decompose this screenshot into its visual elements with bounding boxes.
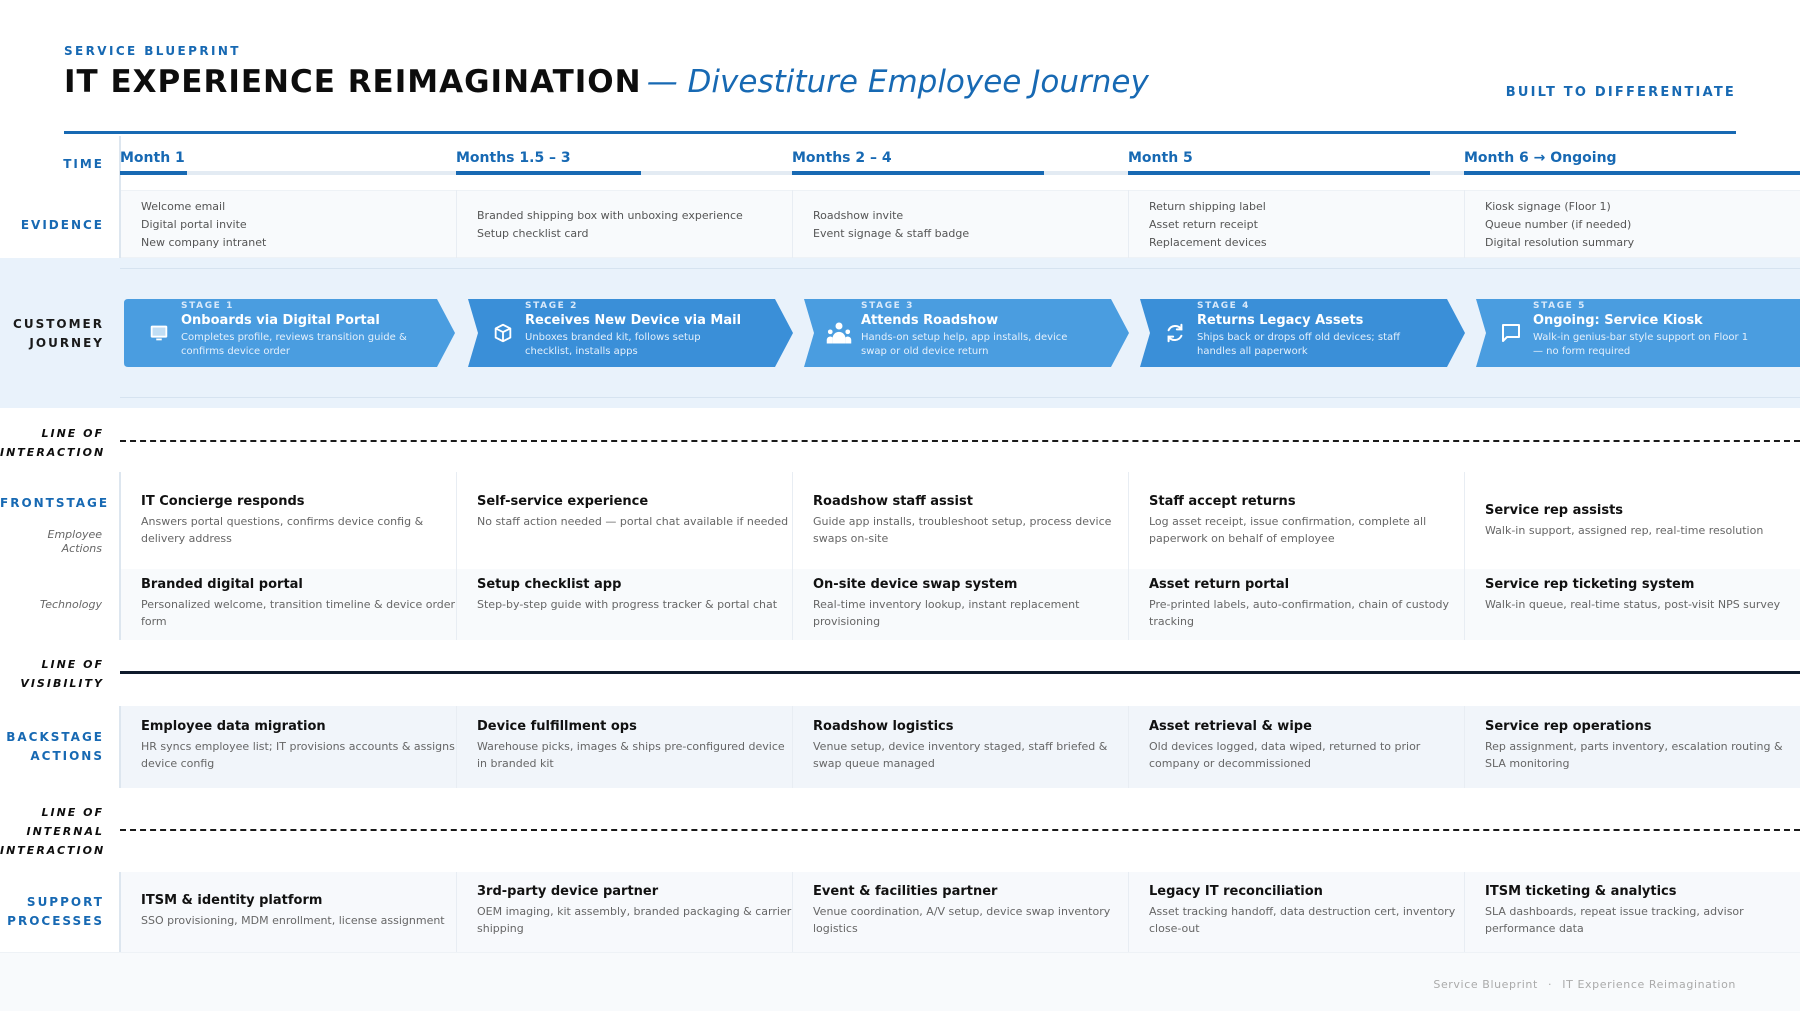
line-of-interaction xyxy=(120,440,1800,442)
evidence-cell xyxy=(1485,198,1800,252)
stage-description: Walk-in genius-bar style support on Floor 1 — no form required xyxy=(1533,332,1749,357)
evidence-item: Queue number (if needed) xyxy=(1485,218,1632,231)
stage-description: Unboxes branded kit, follows setup checklist, installs apps xyxy=(525,332,701,357)
support-cell-desc: Venue coordination, A/V setup, device swap inventory logistics xyxy=(813,905,1111,935)
frontstage-cell xyxy=(1149,494,1465,547)
frontstage-cell xyxy=(813,494,1129,547)
support-cell-title: ITSM & identity platform xyxy=(141,893,323,908)
lane-label-line-of-visibility xyxy=(0,655,104,693)
stage-card-4 xyxy=(1140,299,1465,367)
evidence-cell xyxy=(813,207,1129,243)
header-rule xyxy=(64,131,1736,134)
technology-cell xyxy=(813,577,1129,630)
stage-text xyxy=(861,301,1083,359)
technology-cell-title: On-site device swap system xyxy=(813,577,1018,592)
evidence-item: Kiosk signage (Floor 1) xyxy=(1485,200,1611,213)
support-cell-desc: Asset tracking handoff, data destruction cert, inventory close-out xyxy=(1149,905,1456,935)
time-progress-fill xyxy=(1464,171,1800,175)
support-cell xyxy=(1485,884,1800,937)
chat-icon xyxy=(1496,318,1526,348)
stage-title: Attends Roadshow xyxy=(861,313,999,328)
sub-label-technology: Technology xyxy=(39,598,102,611)
support-cell-title: Event & facilities partner xyxy=(813,884,998,899)
evidence-cell xyxy=(141,198,457,252)
technology-cell-desc: Step-by-step guide with progress tracker & portal chat xyxy=(477,598,778,611)
lane-label-line-of-internal-interaction xyxy=(0,803,104,860)
stage-card-1 xyxy=(124,299,455,367)
lane-label-frontstage: FRONTSTAGE xyxy=(0,496,110,510)
lane-guide xyxy=(119,472,121,640)
support-cell-title: Legacy IT reconciliation xyxy=(1149,884,1323,899)
time-column xyxy=(120,150,456,180)
loi-line2: INTERACTION xyxy=(0,446,106,459)
evidence-item: Event signage & staff badge xyxy=(813,227,970,240)
support-cell xyxy=(141,893,457,929)
technology-cell-title: Service rep ticketing system xyxy=(1485,577,1695,592)
stage-card-5 xyxy=(1476,299,1800,367)
time-progress-track xyxy=(1464,171,1800,175)
time-label: Month 6 → Ongoing xyxy=(1464,150,1617,166)
technology-cell-desc: Personalized welcome, transition timeline & device order form xyxy=(141,598,456,628)
backstage-cell-desc: HR syncs employee list; IT provisions accounts & assigns device config xyxy=(141,740,455,770)
evidence-item: Welcome email xyxy=(141,200,226,213)
evidence-item: Digital portal invite xyxy=(141,218,247,231)
stage-number: STAGE 3 xyxy=(861,301,915,311)
frontstage-cell xyxy=(1485,503,1800,539)
time-label: Months 1.5 – 3 xyxy=(456,150,571,166)
blueprint-header xyxy=(64,44,1736,100)
backstage-cell-desc: Warehouse picks, images & ships pre-configured device in branded kit xyxy=(477,740,785,770)
support-cell-desc: SSO provisioning, MDM enrollment, license assignment xyxy=(141,914,445,927)
backstage-cell-title: Device fulfillment ops xyxy=(477,719,637,734)
loii-line1: LINE OF xyxy=(41,806,104,819)
time-progress-fill xyxy=(120,171,187,175)
lane-label-journey xyxy=(0,315,104,353)
evidence-cell xyxy=(1149,198,1465,252)
lane-label-time: TIME xyxy=(63,157,104,171)
frontstage-cell-desc: Walk-in support, assigned rep, real-time resolution xyxy=(1485,524,1764,537)
tagline: BUILT TO DIFFERENTIATE xyxy=(1505,85,1736,100)
support-line2: PROCESSES xyxy=(7,914,104,928)
stage-title: Ongoing: Service Kiosk xyxy=(1533,313,1703,328)
technology-cell-title: Asset return portal xyxy=(1149,577,1290,592)
technology-cell-title: Setup checklist app xyxy=(477,577,622,592)
backstage-cell-desc: Old devices logged, data wiped, returned to prior company or decommissioned xyxy=(1149,740,1421,770)
time-progress-track xyxy=(1128,171,1464,175)
frontstage-cell-desc: Guide app installs, troubleshoot setup, process device swaps on-site xyxy=(813,515,1112,545)
support-cell-title: 3rd-party device partner xyxy=(477,884,659,899)
stage-text xyxy=(1197,301,1419,359)
loii-line3: INTERACTION xyxy=(0,844,106,857)
lane-guide xyxy=(119,872,121,952)
frontstage-cell-desc: No staff action needed — portal chat available if needed xyxy=(477,515,789,528)
employee-actions-line2: Actions xyxy=(61,542,102,555)
time-progress-track xyxy=(456,171,792,175)
support-cell-desc: OEM imaging, kit assembly, branded packaging & carrier shipping xyxy=(477,905,792,935)
stage-description: Hands-on setup help, app installs, device swap or old device return xyxy=(861,332,1068,357)
stage-description: Completes profile, reviews transition guide & confirms device order xyxy=(181,332,407,357)
backstage-cell xyxy=(1485,719,1800,772)
technology-cell-desc: Walk-in queue, real-time status, post-visit NPS survey xyxy=(1485,598,1781,611)
support-cell-title: ITSM ticketing & analytics xyxy=(1485,884,1677,899)
support-cell xyxy=(813,884,1129,937)
backstage-cell xyxy=(1149,719,1465,772)
time-column xyxy=(1464,150,1800,180)
backstage-cell xyxy=(141,719,457,772)
lane-label-evidence: EVIDENCE xyxy=(20,218,104,232)
technology-cell xyxy=(1149,577,1465,630)
lane-label-journey-line2: JOURNEY xyxy=(29,336,104,350)
technology-cell-desc: Real-time inventory lookup, instant replacement provisioning xyxy=(813,598,1080,628)
title-main: IT EXPERIENCE REIMAGINATION xyxy=(64,64,642,100)
backstage-cell-desc: Rep assignment, parts inventory, escalation routing & SLA monitoring xyxy=(1485,740,1783,770)
stage-card-2 xyxy=(468,299,793,367)
line-of-visibility xyxy=(120,671,1800,674)
technology-cell-desc: Pre-printed labels, auto-confirmation, chain of custody tracking xyxy=(1149,598,1450,628)
people-icon xyxy=(824,318,854,348)
technology-cell-title: Branded digital portal xyxy=(141,577,303,592)
technology-cell xyxy=(141,577,457,630)
support-cell xyxy=(477,884,793,937)
stage-description: Ships back or drops off old devices; staff handles all paperwork xyxy=(1197,332,1401,357)
backstage-cell xyxy=(813,719,1129,772)
frontstage-cell xyxy=(141,494,457,547)
lov-line2: VISIBILITY xyxy=(20,677,104,690)
lane-label-journey-line1: CUSTOMER xyxy=(13,317,104,331)
stage-text xyxy=(181,301,409,359)
employee-actions-line1: Employee xyxy=(47,528,102,541)
frontstage-cell-title: IT Concierge responds xyxy=(141,494,305,509)
backstage-cell xyxy=(477,719,793,772)
backstage-line1: BACKSTAGE xyxy=(6,730,104,744)
eyebrow-label: SERVICE BLUEPRINT xyxy=(64,44,241,58)
loi-line1: LINE OF xyxy=(41,427,104,440)
stage-text xyxy=(525,301,747,359)
loii-line2: INTERNAL xyxy=(26,825,104,838)
backstage-line2: ACTIONS xyxy=(30,749,104,763)
frontstage-cell-desc: Log asset receipt, issue confirmation, complete all paperwork on behalf of employee xyxy=(1149,515,1427,545)
stage-number: STAGE 1 xyxy=(181,301,235,311)
technology-cell xyxy=(1485,577,1800,613)
evidence-cell xyxy=(477,207,793,243)
lane-label-line-of-interaction xyxy=(0,424,104,462)
time-progress-fill xyxy=(1128,171,1430,175)
frontstage-cell-title: Roadshow staff assist xyxy=(813,494,973,509)
stage-number: STAGE 5 xyxy=(1533,301,1587,311)
stage-text xyxy=(1533,301,1754,359)
backstage-cell-title: Employee data migration xyxy=(141,719,326,734)
time-progress-fill xyxy=(456,171,641,175)
support-cell-desc: SLA dashboards, repeat issue tracking, advisor performance data xyxy=(1485,905,1744,935)
frontstage-cell xyxy=(477,494,793,530)
support-line1: SUPPORT xyxy=(26,895,104,909)
time-column xyxy=(792,150,1128,180)
stage-title: Receives New Device via Mail xyxy=(525,313,742,328)
backstage-cell-title: Asset retrieval & wipe xyxy=(1149,719,1312,734)
frontstage-cell-desc: Answers portal questions, confirms device config & delivery address xyxy=(141,515,424,545)
evidence-item: Branded shipping box with unboxing experience xyxy=(477,209,743,222)
footer-right: IT Experience Reimagination xyxy=(1562,978,1736,991)
monitor-icon xyxy=(144,318,174,348)
footer-left: Service Blueprint xyxy=(1433,978,1538,991)
time-label: Months 2 – 4 xyxy=(792,150,892,166)
frontstage-cell-title: Service rep assists xyxy=(1485,503,1624,518)
time-column xyxy=(456,150,792,180)
time-progress-track xyxy=(792,171,1128,175)
lov-line1: LINE OF xyxy=(41,658,104,671)
evidence-item: New company intranet xyxy=(141,236,267,249)
footer-separator: · xyxy=(1548,978,1553,991)
stage-card-3 xyxy=(804,299,1129,367)
sub-label-employee-actions xyxy=(0,528,102,556)
lane-label-support xyxy=(0,893,104,931)
time-label: Month 1 xyxy=(120,150,185,166)
backstage-cell-title: Roadshow logistics xyxy=(813,719,954,734)
backstage-cell-desc: Venue setup, device inventory staged, staff briefed & swap queue managed xyxy=(813,740,1108,770)
technology-cell xyxy=(477,577,793,613)
evidence-item: Replacement devices xyxy=(1149,236,1267,249)
footer xyxy=(1433,978,1736,991)
frontstage-cell-title: Self-service experience xyxy=(477,494,649,509)
backstage-cell-title: Service rep operations xyxy=(1485,719,1652,734)
page-title xyxy=(64,64,1149,100)
time-progress-track xyxy=(120,171,456,175)
frontstage-cell-title: Staff accept returns xyxy=(1149,494,1296,509)
line-of-internal-interaction xyxy=(120,829,1800,831)
time-progress-fill xyxy=(792,171,1044,175)
support-cell xyxy=(1149,884,1465,937)
time-label: Month 5 xyxy=(1128,150,1193,166)
lane-guide xyxy=(119,706,121,788)
evidence-item: Setup checklist card xyxy=(477,227,589,240)
lane-label-backstage xyxy=(0,728,104,766)
stage-title: Returns Legacy Assets xyxy=(1197,313,1364,328)
stage-number: STAGE 4 xyxy=(1197,301,1251,311)
box-icon xyxy=(488,318,518,348)
evidence-item: Return shipping label xyxy=(1149,200,1266,213)
title-subtitle: — Divestiture Employee Journey xyxy=(646,64,1149,100)
stage-title: Onboards via Digital Portal xyxy=(181,313,380,328)
refresh-icon xyxy=(1160,318,1190,348)
evidence-item: Roadshow invite xyxy=(813,209,904,222)
time-column xyxy=(1128,150,1464,180)
evidence-item: Asset return receipt xyxy=(1149,218,1258,231)
evidence-item: Digital resolution summary xyxy=(1485,236,1635,249)
stage-number: STAGE 2 xyxy=(525,301,579,311)
